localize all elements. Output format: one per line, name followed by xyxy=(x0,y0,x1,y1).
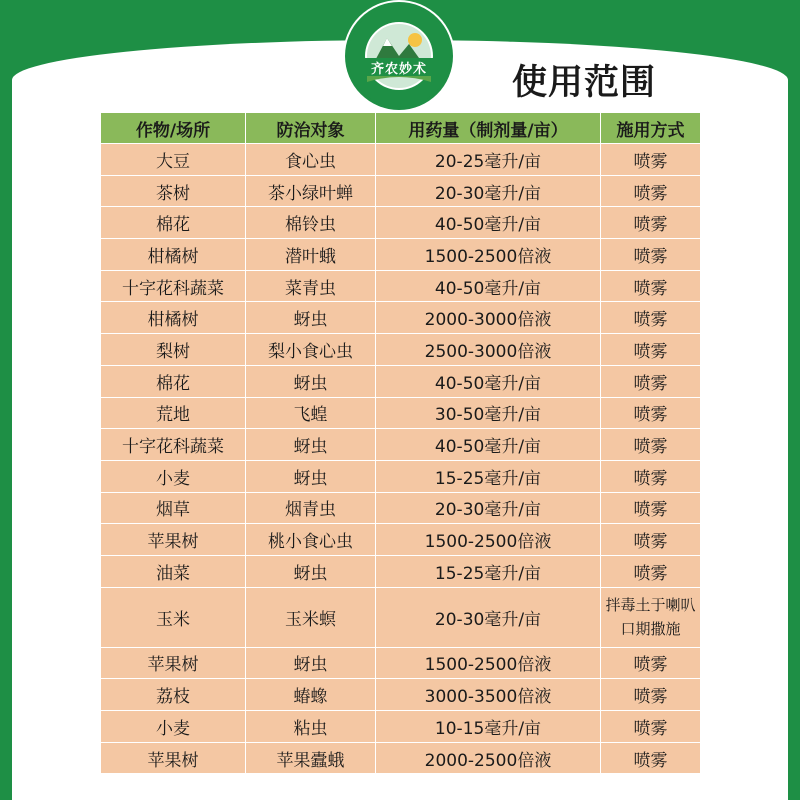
table-row xyxy=(101,239,701,271)
table-row xyxy=(101,460,701,492)
cell-crop: 烟草 xyxy=(101,492,246,524)
cell-dosage: 1500-2500倍液 xyxy=(376,524,601,556)
cell-dosage: 1500-2500倍液 xyxy=(376,647,601,679)
cell-method: 喷雾 xyxy=(601,239,701,271)
cell-method: 喷雾 xyxy=(601,397,701,429)
cell-crop: 小麦 xyxy=(101,460,246,492)
cell-dosage: 2000-2500倍液 xyxy=(376,742,601,774)
header-dosage: 用药量（制剂量/亩） xyxy=(376,113,601,144)
cell-dosage: 20-25毫升/亩 xyxy=(376,144,601,176)
table-row xyxy=(101,524,701,556)
table-row xyxy=(101,492,701,524)
table-body xyxy=(101,144,701,774)
brand-logo xyxy=(345,2,453,110)
cell-dosage: 15-25毫升/亩 xyxy=(376,460,601,492)
cell-crop: 柑橘树 xyxy=(101,302,246,334)
cell-method: 喷雾 xyxy=(601,302,701,334)
mountain-logo-icon xyxy=(345,2,453,110)
cell-crop: 玉米 xyxy=(101,587,246,647)
cell-target: 梨小食心虫 xyxy=(246,334,376,366)
cell-crop: 棉花 xyxy=(101,365,246,397)
cell-method: 喷雾 xyxy=(601,270,701,302)
cell-crop: 油菜 xyxy=(101,555,246,587)
cell-dosage: 10-15毫升/亩 xyxy=(376,711,601,743)
cell-method: 喷雾 xyxy=(601,524,701,556)
cell-crop: 梨树 xyxy=(101,334,246,366)
cell-method: 喷雾 xyxy=(601,679,701,711)
cell-dosage: 2000-3000倍液 xyxy=(376,302,601,334)
cell-crop: 小麦 xyxy=(101,711,246,743)
cell-method: 喷雾 xyxy=(601,175,701,207)
cell-dosage: 30-50毫升/亩 xyxy=(376,397,601,429)
table-row xyxy=(101,742,701,774)
cell-method: 拌毒土于喇叭口期撒施 xyxy=(601,587,701,647)
cell-method: 喷雾 xyxy=(601,144,701,176)
cell-dosage: 40-50毫升/亩 xyxy=(376,429,601,461)
cell-dosage: 20-30毫升/亩 xyxy=(376,492,601,524)
table-row xyxy=(101,711,701,743)
cell-dosage: 40-50毫升/亩 xyxy=(376,270,601,302)
cell-method: 喷雾 xyxy=(601,365,701,397)
cell-method: 喷雾 xyxy=(601,207,701,239)
cell-target: 苹果蠹蛾 xyxy=(246,742,376,774)
cell-target: 菜青虫 xyxy=(246,270,376,302)
cell-target: 棉铃虫 xyxy=(246,207,376,239)
cell-crop: 荔枝 xyxy=(101,679,246,711)
cell-crop: 苹果树 xyxy=(101,647,246,679)
cell-target: 飞蝗 xyxy=(246,397,376,429)
table-row xyxy=(101,270,701,302)
cell-crop: 茶树 xyxy=(101,175,246,207)
cell-method: 喷雾 xyxy=(601,429,701,461)
table-row xyxy=(101,679,701,711)
cell-target: 蚜虫 xyxy=(246,460,376,492)
cell-target: 潜叶蛾 xyxy=(246,239,376,271)
brand-name: 齐农妙术 xyxy=(370,62,427,77)
header-target: 防治对象 xyxy=(246,113,376,144)
table-row xyxy=(101,429,701,461)
cell-dosage: 15-25毫升/亩 xyxy=(376,555,601,587)
cell-method: 喷雾 xyxy=(601,334,701,366)
table-row xyxy=(101,207,701,239)
cell-target: 烟青虫 xyxy=(246,492,376,524)
cell-target: 粘虫 xyxy=(246,711,376,743)
cell-crop: 十字花科蔬菜 xyxy=(101,429,246,461)
table-row xyxy=(101,365,701,397)
table-row xyxy=(101,144,701,176)
cell-crop: 苹果树 xyxy=(101,524,246,556)
cell-target: 玉米螟 xyxy=(246,587,376,647)
usage-table xyxy=(100,112,701,774)
cell-method: 喷雾 xyxy=(601,711,701,743)
cell-target: 蚜虫 xyxy=(246,555,376,587)
page-title: 使用范围 xyxy=(512,63,657,103)
cell-target: 食心虫 xyxy=(246,144,376,176)
cell-target: 蚜虫 xyxy=(246,429,376,461)
header-crop: 作物/场所 xyxy=(101,113,246,144)
table-row xyxy=(101,555,701,587)
cell-crop: 荒地 xyxy=(101,397,246,429)
table-row xyxy=(101,587,701,647)
cell-dosage: 40-50毫升/亩 xyxy=(376,365,601,397)
cell-dosage: 40-50毫升/亩 xyxy=(376,207,601,239)
table-row xyxy=(101,397,701,429)
cell-method: 喷雾 xyxy=(601,647,701,679)
table-row xyxy=(101,334,701,366)
cell-crop: 十字花科蔬菜 xyxy=(101,270,246,302)
cell-method: 喷雾 xyxy=(601,555,701,587)
cell-crop: 大豆 xyxy=(101,144,246,176)
cell-dosage: 20-30毫升/亩 xyxy=(376,587,601,647)
cell-target: 蝽蟓 xyxy=(246,679,376,711)
table-row xyxy=(101,302,701,334)
cell-crop: 苹果树 xyxy=(101,742,246,774)
cell-dosage: 20-30毫升/亩 xyxy=(376,175,601,207)
header-method: 施用方式 xyxy=(601,113,701,144)
cell-target: 蚜虫 xyxy=(246,647,376,679)
cell-target: 茶小绿叶蝉 xyxy=(246,175,376,207)
cell-target: 桃小食心虫 xyxy=(246,524,376,556)
cell-dosage: 1500-2500倍液 xyxy=(376,239,601,271)
cell-method: 喷雾 xyxy=(601,742,701,774)
cell-method: 喷雾 xyxy=(601,492,701,524)
cell-dosage: 3000-3500倍液 xyxy=(376,679,601,711)
cell-method: 喷雾 xyxy=(601,460,701,492)
cell-dosage: 2500-3000倍液 xyxy=(376,334,601,366)
table-row xyxy=(101,647,701,679)
table-row xyxy=(101,175,701,207)
cell-target: 蚜虫 xyxy=(246,302,376,334)
cell-target: 蚜虫 xyxy=(246,365,376,397)
cell-crop: 柑橘树 xyxy=(101,239,246,271)
cell-crop: 棉花 xyxy=(101,207,246,239)
table-header-row xyxy=(101,113,701,144)
